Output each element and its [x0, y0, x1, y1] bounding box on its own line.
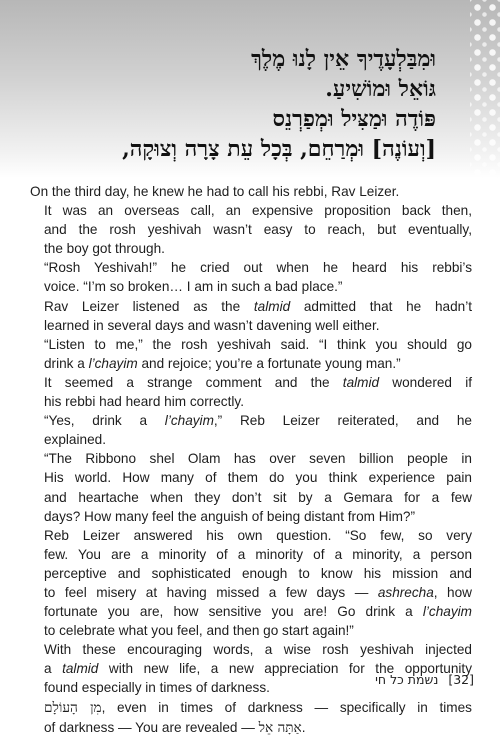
hebrew-line: פּוֹדֶה וּמַצִּיל וּמְפַרְנֵס	[272, 106, 436, 132]
paragraph: With these encouraging words, a wise rosh yeshivah injected a talmid with new life, a new appreciation for the opportunity found especially in times of darkness.	[44, 642, 472, 696]
paragraph: It seemed a strange comment and the talmid wondered if his rebbi had heard him correctly.	[44, 374, 472, 410]
page-number: [32]	[448, 672, 474, 687]
paragraph: Reb Leizer answered his own question. “So few, so very few. You are a minority of a minority of a minority, a person perceptive and sophisticated enough to know his mission and to feel misery at having missed a few days — ashrecha, how fortunate you are, how sensitive you are! Go drink a l’chayim to celebrate what you feel, and then go start again!”	[44, 527, 472, 639]
paragraph: “Listen to me,” the rosh yeshivah said. “I think you should go drink a l’chayim and rejoice; you’re a fortunate young man.”	[44, 336, 472, 371]
hebrew-line: גּוֹאֵל וּמוֹשִׁיעַ.	[325, 76, 436, 102]
paragraph: “Yes, drink a l’chayim,” Reb Leizer reiterated, and he explained.	[44, 413, 472, 448]
hebrew-prayer-excerpt	[26, 44, 436, 164]
hebrew-line: וּמִבַּלְעָדֶיךָ אֵין לָנוּ מֶלֶךְ	[251, 46, 436, 72]
decorative-border-ornament	[470, 0, 500, 178]
page-footer	[300, 672, 474, 687]
paragraph: “Rosh Yeshivah!” he cried out when he heard his rebbi’s voice. “I’m so broken… I am in such a bad place.”	[44, 260, 472, 295]
paragraph: Rav Leizer listened as the talmid admitted that he hadn’t learned in several days and wasn’t davening well either.	[44, 298, 472, 333]
paragraph: מִן הָעוֹלָם, even in times of darkness — specifically in times of darkness — You are revealed — אַתָּה אֵל.	[44, 699, 472, 736]
body-text	[30, 182, 472, 738]
paragraph: “The Ribbono shel Olam has over seven billion people in His world. How many of them do you think experience pain and heartache when they don’t sit by a Gemara for a few days? How many feel the anguish of being distant from Him?”	[44, 451, 472, 524]
paragraph: It was an overseas call, an expensive proposition back then, and the rosh yeshivah wasn’t easy to reach, but eventually, the boy got through.	[44, 203, 472, 257]
paragraph: On the third day, he knew he had to call his rebbi, Rav Leizer.	[30, 184, 400, 199]
hebrew-line: [וְעוֹנֶה] וּמְרַחֵם, בְּכָל עֵת צָרָה וְצוּקָה,	[122, 136, 436, 162]
book-title: נשמת כל חי	[375, 672, 439, 687]
